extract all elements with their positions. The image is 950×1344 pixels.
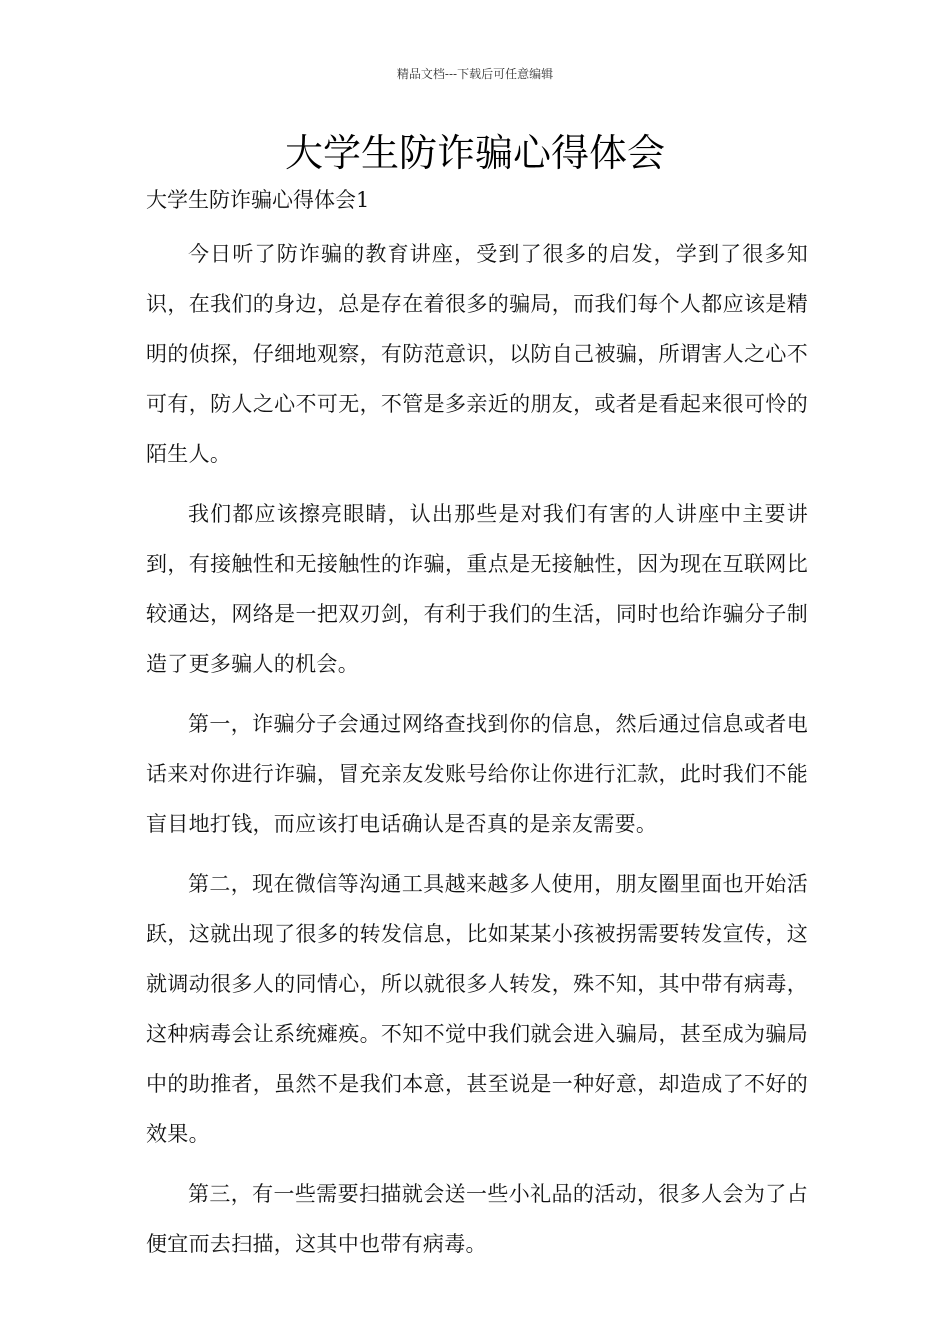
header-note: 精品文档---下载后可任意编辑 bbox=[396, 67, 554, 81]
document-title: 大学生防诈骗心得体会 bbox=[284, 131, 665, 175]
document-body bbox=[146, 229, 808, 1279]
paragraph-3: 第一，诈骗分子会通过网络查找到你的信息，然后通过信息或者电话来对你进行诈骗，冒充亲友发账号给你让你进行汇款，此时我们不能盲目地打钱，而应该打电话确认是否真的是亲友需要。 bbox=[146, 712, 808, 836]
paragraph-5: 第三，有一些需要扫描就会送一些小礼品的活动，很多人会为了占便宜而去扫描，这其中也带有病毒。 bbox=[146, 1182, 808, 1256]
paragraph-2: 我们都应该擦亮眼睛，认出那些是对我们有害的人讲座中主要讲到，有接触性和无接触性的诈骗，重点是无接触性，因为现在互联网比较通达，网络是一把双刃剑，有利于我们的生活，同时也给诈骗分子制造了更多骗人的机会。 bbox=[146, 502, 808, 676]
section-heading: 大学生防诈骗心得体会1 bbox=[146, 188, 370, 212]
paragraph-1: 今日听了防诈骗的教育讲座，受到了很多的启发，学到了很多知识，在我们的身边，总是存在着很多的骗局，而我们每个人都应该是精明的侦探，仔细地观察，有防范意识，以防自己被骗，所谓害人之心不可有，防人之心不可无，不管是多亲近的朋友，或者是看起来很可怜的陌生人。 bbox=[146, 242, 808, 466]
paragraph-4: 第二，现在微信等沟通工具越来越多人使用，朋友圈里面也开始活跃，这就出现了很多的转发信息，比如某某小孩被拐需要转发宣传，这就调动很多人的同情心，所以就很多人转发，殊不知，其中带有病毒，这种病毒会让系统瘫痪。不知不觉中我们就会进入骗局，甚至成为骗局中的助推者，虽然不是我们本意，甚至说是一种好意，却造成了不好的效果。 bbox=[146, 872, 808, 1146]
